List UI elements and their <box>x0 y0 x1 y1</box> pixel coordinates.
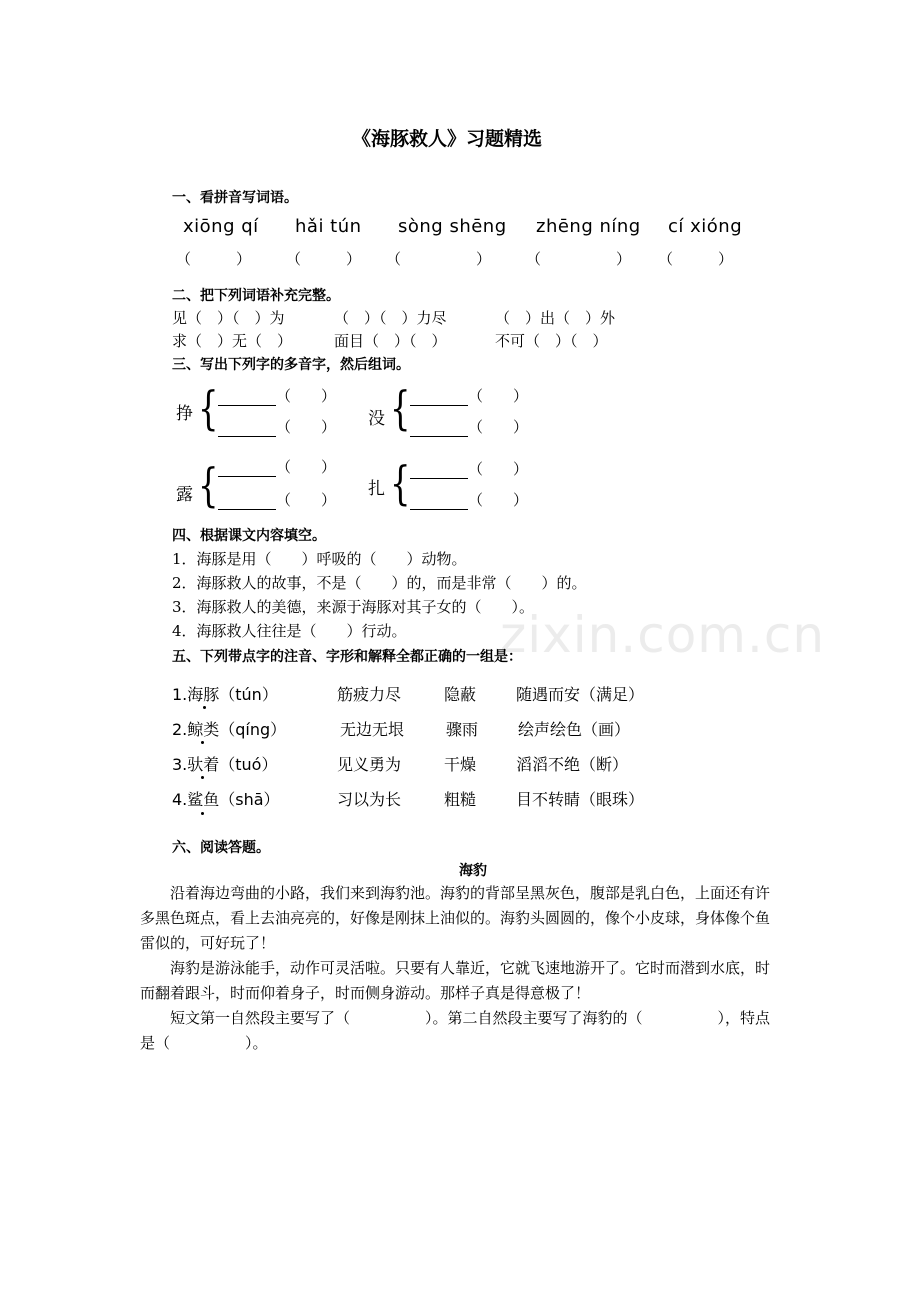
char-mei: 没 <box>368 409 385 429</box>
pinyin-4: zhēng níng <box>536 216 641 237</box>
question-paragraph: 短文第一自然段主要写了（ ）。第二自然段主要写了海豹的（ ），特点是（ ）。 <box>140 1009 771 1052</box>
pinyin-2: hǎi tún <box>295 216 362 237</box>
emphasis-dot <box>201 776 204 779</box>
char-zheng: 挣 <box>176 404 193 424</box>
answer-blank-5[interactable]: （ ） <box>658 250 734 268</box>
choice-word: 绘声绘色（画） <box>518 720 631 739</box>
idiom-1: 见（ ）（ ）为 <box>172 309 285 327</box>
brace-icon: { <box>390 456 411 510</box>
passage-title: 海豹 <box>459 863 487 879</box>
choice-word: 随遇而安（满足） <box>516 685 645 704</box>
brace-icon: { <box>390 381 411 435</box>
emphasis-dot <box>201 741 204 744</box>
section-4-heading: 四、根据课文内容填空。 <box>172 528 326 544</box>
choice-word: 骤雨 <box>446 720 479 739</box>
char-zha: 扎 <box>368 479 385 499</box>
polyphone-line[interactable]: （ ） <box>218 489 336 510</box>
page-title: 《海豚救人》习题精选 <box>352 128 543 150</box>
section-1-heading: 一、看拼音写词语。 <box>172 190 298 206</box>
choice-word: 目不转睛（眼珠） <box>516 790 645 809</box>
answer-blank-2[interactable]: （ ） <box>286 250 362 268</box>
passage-paragraph-1: 沿着海边弯曲的小路，我们来到海豹池。海豹的背部呈黑灰色，腹部是乳白色，上面还有许多黑色斑点，看上去油亮亮的，好像是刚抹上油似的。海豹头圆圆的，像个小皮球，身体像个鱼雷似的，可好玩了！ <box>140 884 771 952</box>
brace-icon: { <box>198 381 219 435</box>
idiom-6: 不可（ ）（ ） <box>495 332 608 350</box>
answer-blank-3[interactable]: （ ） <box>386 250 492 268</box>
fill-item: 3．海豚救人的美德，来源于海豚对其子女的（ ）。 <box>172 598 535 616</box>
polyphone-line[interactable]: （ ） <box>218 416 336 437</box>
choice-word: 无边无垠 <box>340 720 405 739</box>
emphasis-dot <box>203 706 206 709</box>
pinyin-3: sòng shēng <box>398 216 507 237</box>
section-6-heading: 六、阅读答题。 <box>172 840 270 856</box>
brace-icon: { <box>198 458 219 512</box>
watermark: zixin.com.cn <box>500 606 826 664</box>
polyphone-line[interactable]: （ ） <box>410 489 528 510</box>
choice-word: 隐蔽 <box>444 685 477 704</box>
idiom-5: 面目（ ）（ ） <box>334 332 447 350</box>
passage-paragraph-2: 海豹是游泳能手，动作可灵活啦。只要有人靠近，它就飞速地游开了。它时而潜到水底，时而翻着跟斗，时而仰着身子，时而侧身游动。那样子真是得意极了！ <box>140 959 771 1002</box>
choice-2[interactable]: 2.鲸类（qíng） <box>172 720 287 739</box>
answer-blank-1[interactable]: （ ） <box>176 250 252 268</box>
choice-4[interactable]: 4.鲨鱼（shā） <box>172 790 280 809</box>
fill-item: 4．海豚救人往往是（ ）行动。 <box>172 622 407 640</box>
choice-word: 干燥 <box>444 755 477 774</box>
choice-1[interactable]: 1.海豚（tún） <box>172 685 278 704</box>
pinyin-5: cí xióng <box>668 216 743 237</box>
section-2-heading: 二、把下列词语补充完整。 <box>172 288 340 304</box>
fill-item: 1．海豚是用（ ）呼吸的（ ）动物。 <box>172 550 467 568</box>
polyphone-line[interactable]: （ ） <box>410 385 528 406</box>
choice-word: 滔滔不绝（断） <box>516 755 629 774</box>
char-lu: 露 <box>176 485 193 505</box>
section-3-heading: 三、写出下列字的多音字，然后组词。 <box>172 357 410 373</box>
fill-item: 2．海豚救人的故事，不是（ ）的，而是非常（ ）的。 <box>172 574 587 592</box>
choice-word: 粗糙 <box>444 790 477 809</box>
polyphone-line[interactable]: （ ） <box>410 458 528 479</box>
choice-3[interactable]: 3.驮着（tuó） <box>172 755 278 774</box>
idiom-4: 求（ ）无（ ） <box>172 332 293 350</box>
idiom-3: （ ）出（ ）外 <box>495 309 616 327</box>
choice-word: 见义勇为 <box>337 755 402 774</box>
polyphone-line[interactable]: （ ） <box>218 385 336 406</box>
idiom-2: （ ）（ ）力尽 <box>334 309 447 327</box>
pinyin-1: xiōng qí <box>183 216 259 237</box>
section-5-heading: 五、下列带点字的注音、字形和解释全都正确的一组是： <box>172 649 522 665</box>
choice-word: 习以为长 <box>337 790 402 809</box>
polyphone-line[interactable]: （ ） <box>410 416 528 437</box>
answer-blank-4[interactable]: （ ） <box>526 250 632 268</box>
choice-word: 筋疲力尽 <box>337 685 402 704</box>
polyphone-line[interactable]: （ ） <box>218 456 336 477</box>
emphasis-dot <box>201 812 204 815</box>
